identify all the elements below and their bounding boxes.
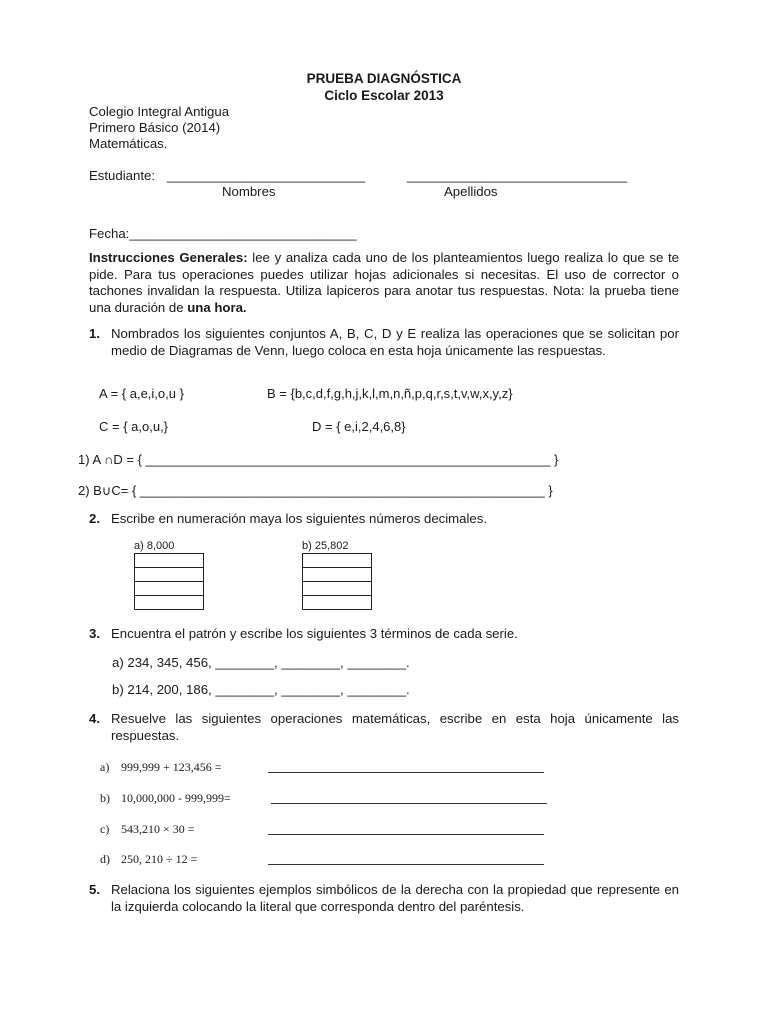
grade-level: Primero Básico (2014): [89, 120, 221, 135]
names-caption: Nombres: [222, 184, 276, 199]
subject-name: Matemáticas.: [89, 136, 168, 151]
operation-a-answer-line[interactable]: [268, 772, 544, 773]
operation-d-expression: 250, 210 ÷ 12 =: [121, 852, 198, 866]
maya-box-b[interactable]: [302, 553, 372, 610]
set-c: C = { a,o,u,}: [99, 419, 169, 434]
question-2-text: Escribe en numeración maya los siguientes números decimales.: [111, 511, 488, 526]
operation-c-answer-line[interactable]: [268, 834, 544, 835]
page-subtitle: Ciclo Escolar 2013: [324, 88, 444, 103]
instructions: [89, 250, 679, 316]
operation-b-label: b): [100, 791, 110, 805]
question-5-text: Relaciona los siguientes ejemplos simbólicos de la derecha con la propiedad que represente en la izquierda colocando la literal que corresponda dentro del paréntesis.: [111, 882, 679, 914]
operation-a-expression: 999,999 + 123,456 =: [121, 760, 222, 774]
maya-box-b-label: b) 25,802: [302, 540, 349, 552]
operation-b-expression: 10,000,000 - 999,999=: [121, 791, 231, 805]
set-d: D = { e,i,2,4,6,8}: [312, 419, 406, 434]
set-a: A = { a,e,i,o,u }: [99, 386, 184, 401]
surnames-caption: Apellidos: [444, 184, 498, 199]
maya-box-a-cell[interactable]: [135, 554, 204, 568]
operation-d-label: d): [100, 852, 110, 866]
operation-1-line[interactable]: 1) A ∩D = { ________________________________________________________ }: [78, 452, 559, 467]
maya-box-a[interactable]: [134, 553, 204, 610]
maya-box-b-cell[interactable]: [303, 568, 372, 582]
operation-c-label: c): [100, 822, 110, 836]
date-field[interactable]: Fecha:_______________________________: [89, 226, 357, 241]
question-3-text: Encuentra el patrón y escribe los siguientes 3 términos de cada serie.: [111, 626, 518, 641]
series-b[interactable]: b) 214, 200, 186, ________, ________, ________.: [112, 682, 410, 697]
operation-c-expression: 543,210 × 30 =: [121, 822, 195, 836]
operation-d-answer-line[interactable]: [268, 864, 544, 865]
student-names-field[interactable]: ___________________________: [167, 168, 366, 183]
instructions-text: lee y analiza cada uno de los planteamientos luego realiza lo que se te pide. Para tus operaciones puedes utilizar hojas adicionales si necesitas. El uso de corrector o tachones invalidan la respuesta. Utiliza lapiceros para anotar tus respuestas. Nota: la prueba tiene una duración de: [89, 250, 679, 315]
question-3-number: 3.: [89, 626, 100, 641]
school-name: Colegio Integral Antigua: [89, 104, 230, 119]
maya-box-a-cell[interactable]: [135, 582, 204, 596]
instructions-label: Instrucciones Generales:: [89, 250, 248, 265]
operation-b-answer-line[interactable]: [271, 803, 547, 804]
question-2-number: 2.: [89, 511, 100, 526]
question-4-number: 4.: [89, 711, 100, 726]
page-title: PRUEBA DIAGNÓSTICA: [306, 71, 462, 86]
operation-a-label: a): [100, 760, 110, 774]
question-1-number: 1.: [89, 326, 100, 341]
maya-box-a-cell[interactable]: [135, 568, 204, 582]
maya-box-b-cell[interactable]: [303, 582, 372, 596]
student-label: Estudiante:: [89, 168, 155, 183]
question-4-text: Resuelve las siguientes operaciones matemáticas, escribe en esta hoja únicamente las respuestas.: [111, 711, 679, 743]
series-a[interactable]: a) 234, 345, 456, ________, ________, ________.: [112, 655, 410, 670]
operation-2-line[interactable]: 2) B∪C= { ________________________________________________________ }: [78, 483, 553, 498]
maya-box-a-cell[interactable]: [135, 596, 204, 610]
maya-box-a-label: a) 8,000: [134, 540, 175, 552]
student-surnames-field[interactable]: ______________________________: [407, 168, 628, 183]
instructions-emphasis: una hora.: [187, 299, 247, 315]
question-5-number: 5.: [89, 882, 100, 897]
maya-box-b-cell[interactable]: [303, 596, 372, 610]
set-b: B = {b,c,d,f,g,h,j,k,l,m,n,ñ,p,q,r,s,t,v,w,x,y,z}: [267, 386, 513, 401]
maya-box-b-cell[interactable]: [303, 554, 372, 568]
question-1-text: Nombrados los siguientes conjuntos A, B, C, D y E realiza las operaciones que se solicitan por medio de Diagramas de Venn, luego coloca en esta hoja únicamente las respuestas.: [111, 326, 679, 358]
